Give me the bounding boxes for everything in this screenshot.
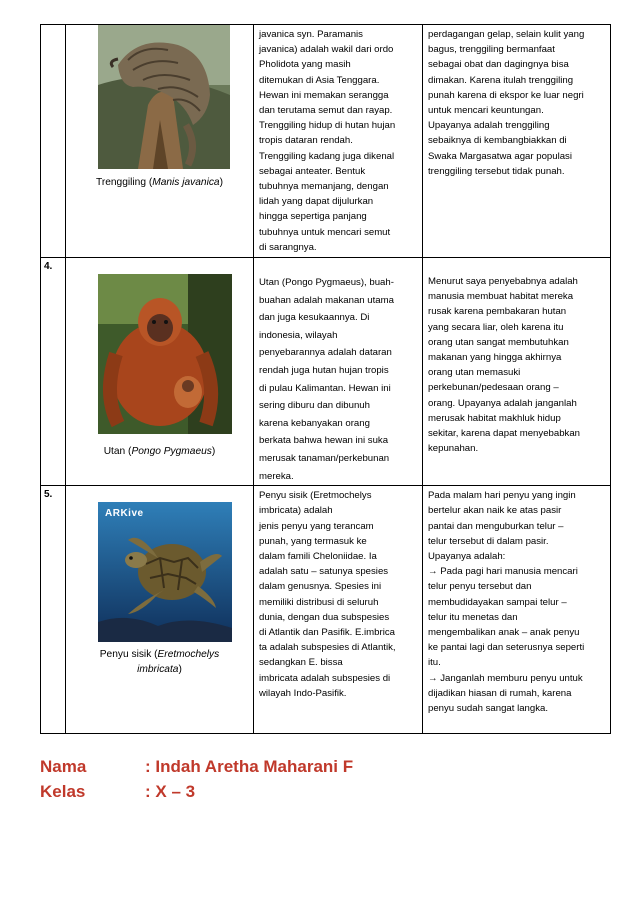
cause-line: pantai dan menguburkan telur – [428, 520, 564, 532]
description-line: sering diburu dan dibunuh [259, 400, 370, 412]
description-line: imbricata adalah subspesies di [259, 672, 391, 684]
cause-line: sebaiknya di kembangbiakkan di [428, 135, 567, 147]
description-line: lidah yang dapat dijulurkan [259, 196, 374, 208]
row-number-cell [41, 25, 66, 258]
cause-cell [423, 258, 611, 486]
table-row-pangolin [41, 25, 611, 258]
description-line: sebagai anteater. Bentuk [259, 165, 366, 177]
cause-text [423, 486, 610, 716]
class-value: : X – 3 [145, 782, 196, 801]
description-line: dunia, dengan dua subspesies [259, 611, 390, 623]
description-cell [254, 486, 423, 734]
description-line: Pholidota yang masih [259, 59, 351, 71]
row-number-cell [41, 486, 66, 734]
description-line: mereka. [259, 470, 294, 482]
description-line: imbricata) adalah [259, 505, 333, 517]
description-line: dalam famili Cheloniidae. Ia [259, 550, 377, 562]
cause-line: telur penyu tersebut dan [428, 581, 532, 593]
sea-turtle-photo [98, 502, 232, 642]
row-number: 5. [44, 489, 53, 501]
row-number: 4. [44, 261, 53, 272]
description-line: dalam genusnya. Spesies ini [259, 581, 382, 593]
cause-line: membudidayakan sampai telur – [428, 596, 567, 608]
cause-line: dijadikan hiasan di rumah, karena [428, 687, 572, 699]
cause-line: dimakan. Karena itulah trenggiling [428, 74, 574, 86]
species-caption: Penyu sisik (Eretmochelys imbricata) [99, 649, 220, 676]
description-line: wilayah Indo-Pasifik. [259, 687, 347, 699]
description-line: ta adalah subspesies di Atlantik, [259, 642, 396, 654]
name-label: Nama [40, 757, 87, 776]
description-text [254, 25, 422, 255]
description-line: tubuhnya memanjang, dengan [259, 181, 389, 193]
cause-line: orang utan sangat membutuhkan [428, 336, 569, 348]
cause-line: Pada malam hari penyu yang ingin [428, 490, 576, 502]
cause-line: rusak karena pembakaran hutan [428, 306, 567, 318]
description-line: Utan (Pongo Pygmaeus), buah- [259, 277, 394, 288]
cause-line: → Janganlah memburu penyu untuk [428, 672, 583, 684]
description-line: Hewan ini memakan serangga [259, 89, 389, 101]
cause-line: telur tersebut di dalam pasir. [428, 535, 549, 547]
cause-text [423, 258, 610, 456]
description-line: ditemukan di Asia Tenggara. [259, 74, 380, 86]
description-line: penyebarannya adalah dataran [259, 347, 392, 359]
description-line: di Atlantik dan Pasifik. E.imbrica [259, 626, 395, 638]
description-line: sedangkan E. bissa [259, 657, 343, 669]
cause-line: merusak habitat makhluk hidup [428, 412, 561, 424]
description-line: rendah juga hutan hujan tropis [259, 364, 389, 376]
description-cell [254, 25, 423, 258]
description-line: merusak tanaman/perkebunan [259, 452, 390, 464]
description-line: Trenggiling hidup di hutan hujan [259, 120, 396, 132]
cause-line: bagus, trenggiling bermanfaat [428, 44, 555, 56]
cause-cell [423, 25, 611, 258]
cause-line: penyu sudah sangat langka. [428, 702, 549, 714]
cause-line: → Pada pagi hari manusia mencari [428, 566, 578, 578]
description-line: memiliki distribusi di seluruh [259, 596, 379, 608]
cause-line: sebagai obat dan dagingnya bisa [428, 59, 569, 71]
description-line: berkata bahwa hewan ini suka [259, 435, 389, 447]
image-cell [66, 25, 254, 258]
cause-line: perkebunan/pedesaan orang – [428, 382, 559, 394]
cause-line: yang secara liar, oleh karena itu [428, 321, 564, 333]
description-line: tropis dataran rendah. [259, 135, 353, 147]
description-line: dan juga kesukaannya. Di [259, 312, 370, 324]
description-line: adalah satu – satunya spesies [259, 566, 389, 578]
cause-line: telur itu menetas dan [428, 611, 518, 623]
description-cell [254, 258, 423, 486]
cause-line: kepunahan. [428, 443, 479, 455]
image-cell [66, 258, 254, 486]
species-caption: Trenggiling (Manis javanica) [95, 177, 224, 188]
species-table [40, 24, 611, 734]
description-line: Trenggiling kadang juga dikenal [259, 150, 395, 162]
description-line: buahan adalah makanan utama [259, 294, 394, 306]
description-line: hingga sepertiga panjang [259, 211, 367, 223]
arkive-watermark-text: ARKive [105, 508, 144, 520]
description-line: tubuhnya untuk mencari semut [259, 226, 391, 238]
cause-line: bertelur akan naik ke atas pasir [428, 505, 562, 517]
orangutan-photo [98, 274, 232, 434]
cause-line: Upayanya adalah: [428, 550, 506, 562]
cause-line: itu. [428, 657, 441, 669]
description-line: javanica) adalah wakil dari ordo [259, 44, 394, 56]
cause-text [423, 25, 610, 179]
cause-line: Menurut saya penyebabnya adalah [428, 276, 578, 287]
class-label: Kelas [40, 782, 86, 801]
pangolin-photo [98, 25, 230, 169]
description-line: di sarangnya. [259, 241, 317, 253]
species-caption: Utan (Pongo Pygmaeus) [103, 446, 216, 457]
table-row-orangutan [41, 258, 611, 486]
cause-line: mengembalikan anak – anak penyu [428, 626, 580, 638]
name-value: : Indah Aretha Maharani F [145, 757, 354, 776]
description-line: javanica syn. Paramanis [259, 29, 363, 40]
cause-line: untuk mencari keuntungan. [428, 105, 544, 117]
cause-line: Upayanya adalah trenggiling [428, 120, 550, 132]
description-text [254, 258, 422, 485]
cause-line: trenggiling tersebut tidak punah. [428, 165, 565, 177]
row-number [41, 25, 65, 28]
cause-line: perdagangan gelap, selain kulit yang [428, 29, 585, 40]
cause-line: manusia membuat habitat mereka [428, 291, 574, 303]
cause-line: orang utan memasuki [428, 367, 521, 379]
description-line: Penyu sisik (Eretmochelys [259, 490, 372, 502]
cause-line: punah karena di ekspor ke luar negri [428, 89, 584, 101]
cause-line: Swaka Margasatwa agar populasi [428, 150, 572, 162]
image-cell [66, 486, 254, 734]
cause-line: orang. Upayanya adalah janganlah [428, 397, 577, 409]
description-text [254, 486, 422, 701]
description-line: dan terutama semut dan rayap. [259, 105, 393, 117]
cause-line: makanan yang hingga akhirnya [428, 352, 562, 364]
table-row-sea-turtle [41, 486, 611, 734]
cause-line: ke pantai lagi dan seterusnya seperti [428, 642, 585, 654]
row-number-cell [41, 258, 66, 486]
description-line: di pulau Kalimantan. Hewan ini [259, 382, 391, 394]
description-line: punah, yang termasuk ke [259, 535, 367, 547]
cause-cell [423, 486, 611, 734]
description-line: karena kebanyakan orang [259, 417, 370, 429]
description-line: jenis penyu yang terancam [259, 520, 374, 532]
description-line: indonesia, wilayah [259, 329, 338, 341]
cause-line: sekitar, karena dapat menyebabkan [428, 428, 581, 440]
